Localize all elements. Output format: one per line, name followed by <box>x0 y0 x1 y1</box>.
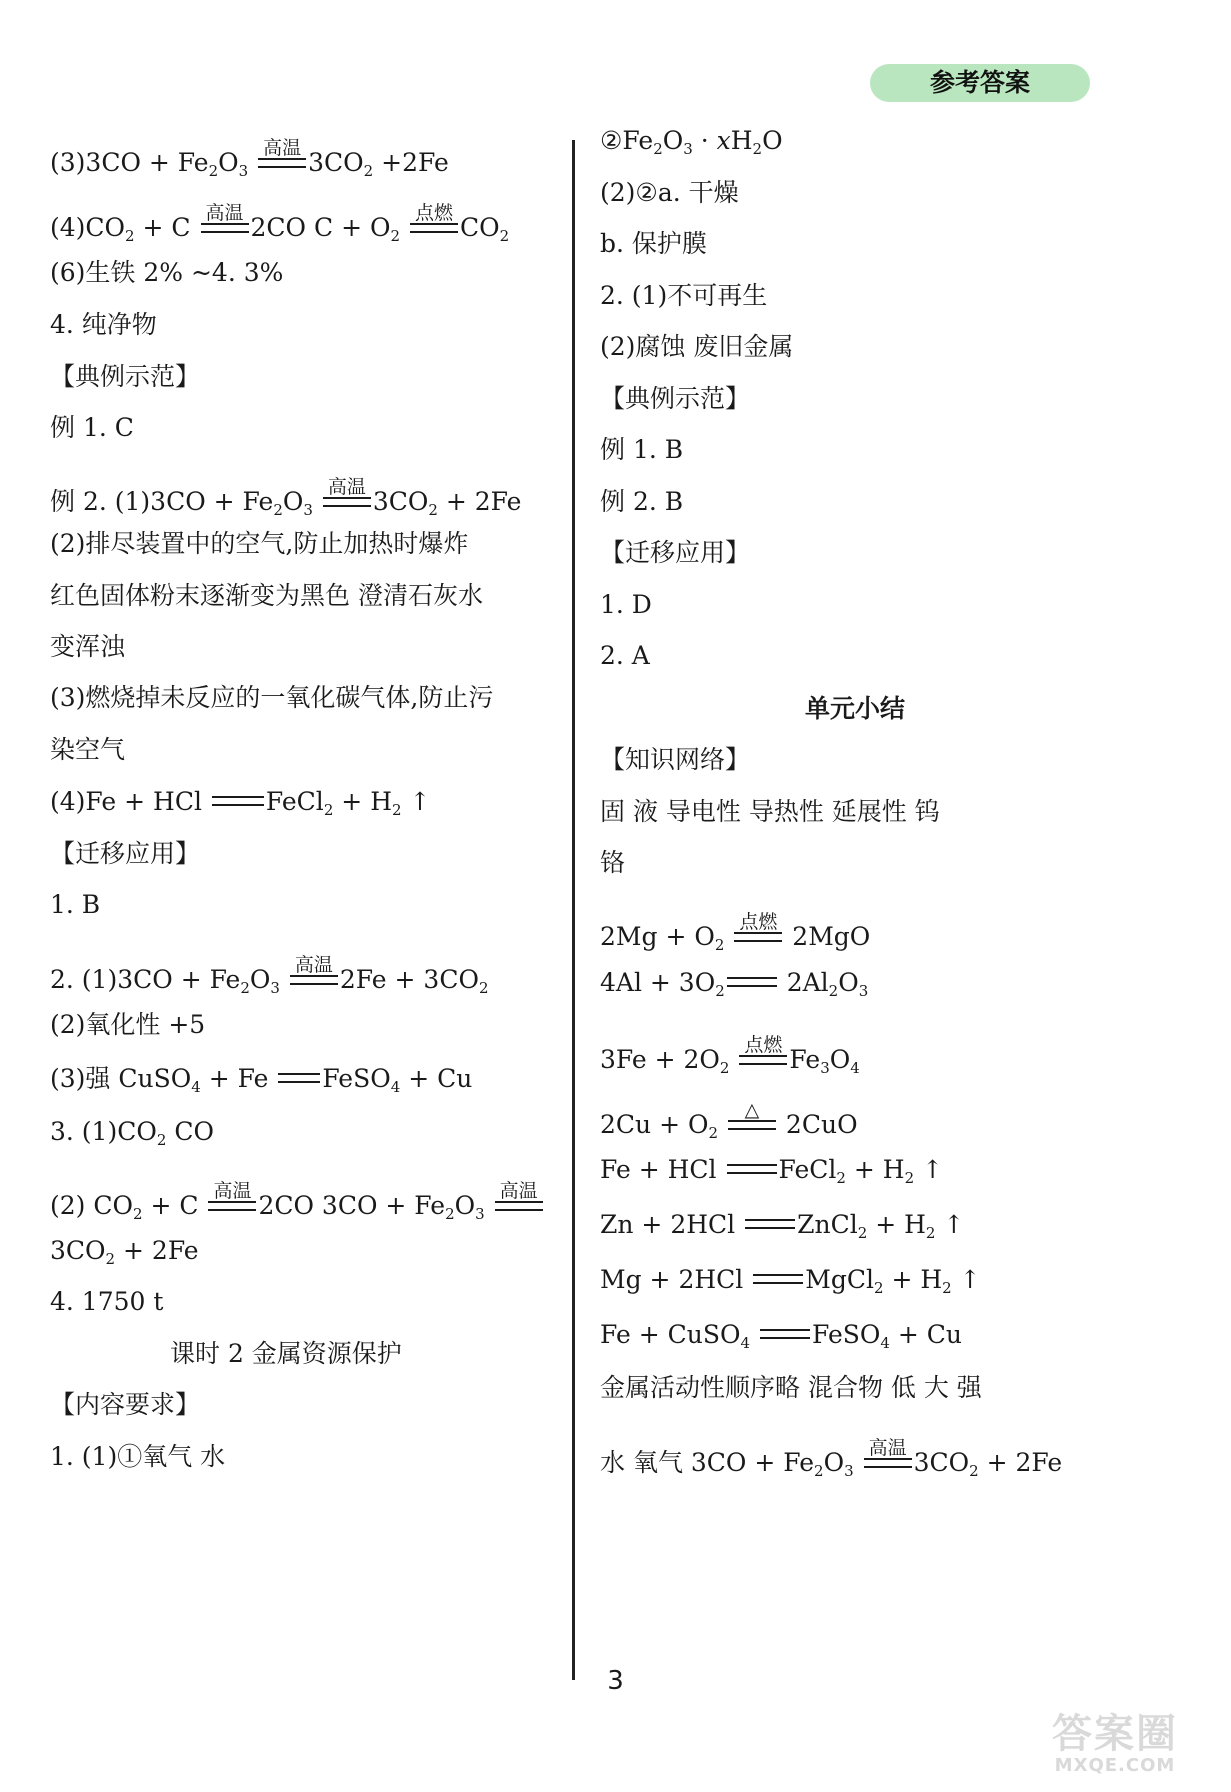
answer-line: 铬 <box>600 848 626 877</box>
equation-line: $3CO_2 + 2Fe$ <box>50 1236 199 1268</box>
section-heading: 【典例示范】 <box>600 384 751 413</box>
answer-line: 例 1. B <box>600 435 684 464</box>
equation-line: Mg + 2HCl MgCl$_2$ + $H_2$ ↑ <box>600 1265 981 1297</box>
equation-line: $2Mg + O_2$ 点燃 2MgO <box>600 911 871 954</box>
answer-line: 4. 1750 t <box>50 1287 164 1316</box>
answer-line: 例 1. C <box>50 413 134 442</box>
answer-line: 2. (1)不可再生 <box>600 281 768 310</box>
reaction-condition: 高温 <box>290 955 338 995</box>
watermark-logo <box>1010 1712 1220 1778</box>
watermark-url: MXQE.COM <box>1054 1755 1176 1776</box>
equals-sign <box>727 977 777 998</box>
reaction-condition: 高温 <box>323 477 371 517</box>
section-heading: 【知识网络】 <box>600 745 751 774</box>
equals-sign <box>760 1329 810 1350</box>
answer-line: 固 液 导电性 导热性 延展性 钨 <box>600 797 940 826</box>
equals-sign <box>727 1164 777 1185</box>
equation-line: $(4)CO_2 + C$ 高温 2CO $C + O_2$ 点燃 $CO_2$ <box>50 202 510 245</box>
answer-line: 1. (1)①氧气 水 <box>50 1442 226 1471</box>
answer-line: 4. 纯净物 <box>50 310 157 339</box>
answer-line: 2. A <box>600 641 650 670</box>
answer-line: 1. B <box>50 890 101 919</box>
equation-line: Fe + CuSO$_4$ FeSO$_4$ + Cu <box>600 1320 962 1352</box>
answer-line: $②Fe_2O_3 \cdot xH_2O$ <box>600 126 783 158</box>
answer-line: (2)腐蚀 废旧金属 <box>600 332 794 361</box>
equals-sign <box>212 796 264 817</box>
reaction-condition: 点燃 <box>410 203 458 243</box>
equation-line: (2) $CO_2 + C$ 高温 2CO $3CO + Fe_2O_3$ 高温 <box>50 1181 545 1221</box>
answer-line: 金属活动性顺序略 混合物 低 大 强 <box>600 1373 982 1402</box>
section-heading: 【内容要求】 <box>50 1390 201 1419</box>
answer-line: 例 2. B <box>600 487 684 516</box>
equation-line: (4)Fe + HCl FeCl$_2$ + $H_2$ ↑ <box>50 787 431 819</box>
answer-line: 3. $(1)CO_2$ CO <box>50 1117 214 1149</box>
equation-line: Zn + 2HCl ZnCl$_2$ + $H_2$ ↑ <box>600 1210 965 1242</box>
equation-line: (3)强 CuSO$_4$ + Fe FeSO$_4$ + Cu <box>50 1064 473 1096</box>
equation-line: $4Al + 3O_2$ $2Al_2O_3$ <box>600 968 869 1000</box>
unit-summary-title: 单元小结 <box>804 694 905 723</box>
answer-line: 染空气 <box>50 735 126 764</box>
page-number: 3 <box>607 1666 624 1696</box>
answer-line: (3)燃烧掉未反应的一氧化碳气体,防止污 <box>50 683 494 712</box>
section-heading: 【迁移应用】 <box>600 538 751 567</box>
equals-sign <box>753 1274 803 1295</box>
watermark-text: 答案圈 <box>1052 1711 1178 1757</box>
section-heading: 【典例示范】 <box>50 362 201 391</box>
equation-line: $2Cu + O_2$ △ 2CuO <box>600 1099 858 1142</box>
equals-sign <box>278 1073 320 1094</box>
answer-line: 1. D <box>600 590 652 619</box>
reaction-condition: 高温 <box>495 1181 543 1221</box>
equation-line: $3Fe + 2O_2$ 点燃 $Fe_3O_4$ <box>600 1034 860 1077</box>
equals-sign <box>745 1219 795 1240</box>
reaction-condition: 高温 <box>864 1438 912 1478</box>
answer-line: b. 保护膜 <box>600 229 707 258</box>
reaction-condition: 点燃 <box>739 1035 787 1075</box>
equation-line: Fe + HCl FeCl$_2$ + $H_2$ ↑ <box>600 1155 944 1187</box>
lesson-title: 课时 2 金属资源保护 <box>170 1339 402 1368</box>
reaction-condition: △ <box>728 1100 776 1140</box>
answer-line: (2)②a. 干燥 <box>600 178 739 207</box>
answer-line: (2)氧化性 +5 <box>50 1010 206 1039</box>
reaction-condition: 高温 <box>258 138 306 178</box>
reaction-condition: 高温 <box>201 203 249 243</box>
answer-line: (6)生铁 2% ~4. 3% <box>50 258 284 287</box>
answer-line: 红色固体粉末逐渐变为黑色 澄清石灰水 <box>50 581 483 610</box>
equation-line: 例 2. $(1)3CO + Fe_2O_3$ 高温 $3CO_2 + 2Fe$ <box>50 476 522 519</box>
answer-line: (2)排尽装置中的空气,防止加热时爆炸 <box>50 529 469 558</box>
reaction-condition: 点燃 <box>734 912 782 952</box>
equation-line: $(3)3CO + Fe_2O_3$ 高温 $3CO_2 +2Fe$ <box>50 137 449 180</box>
reference-answer-badge: 参考答案 <box>870 64 1090 102</box>
answer-line: 变浑浊 <box>50 632 126 661</box>
reaction-condition: 高温 <box>208 1181 256 1221</box>
column-divider <box>572 140 575 1680</box>
section-heading: 【迁移应用】 <box>50 839 201 868</box>
equation-line: 2. $(1)3CO + Fe_2O_3$ 高温 $2Fe + 3CO_2$ <box>50 954 489 997</box>
equation-line: 水 氧气 $3CO + Fe_2O_3$ 高温 $3CO_2 + 2Fe$ <box>600 1437 1063 1480</box>
